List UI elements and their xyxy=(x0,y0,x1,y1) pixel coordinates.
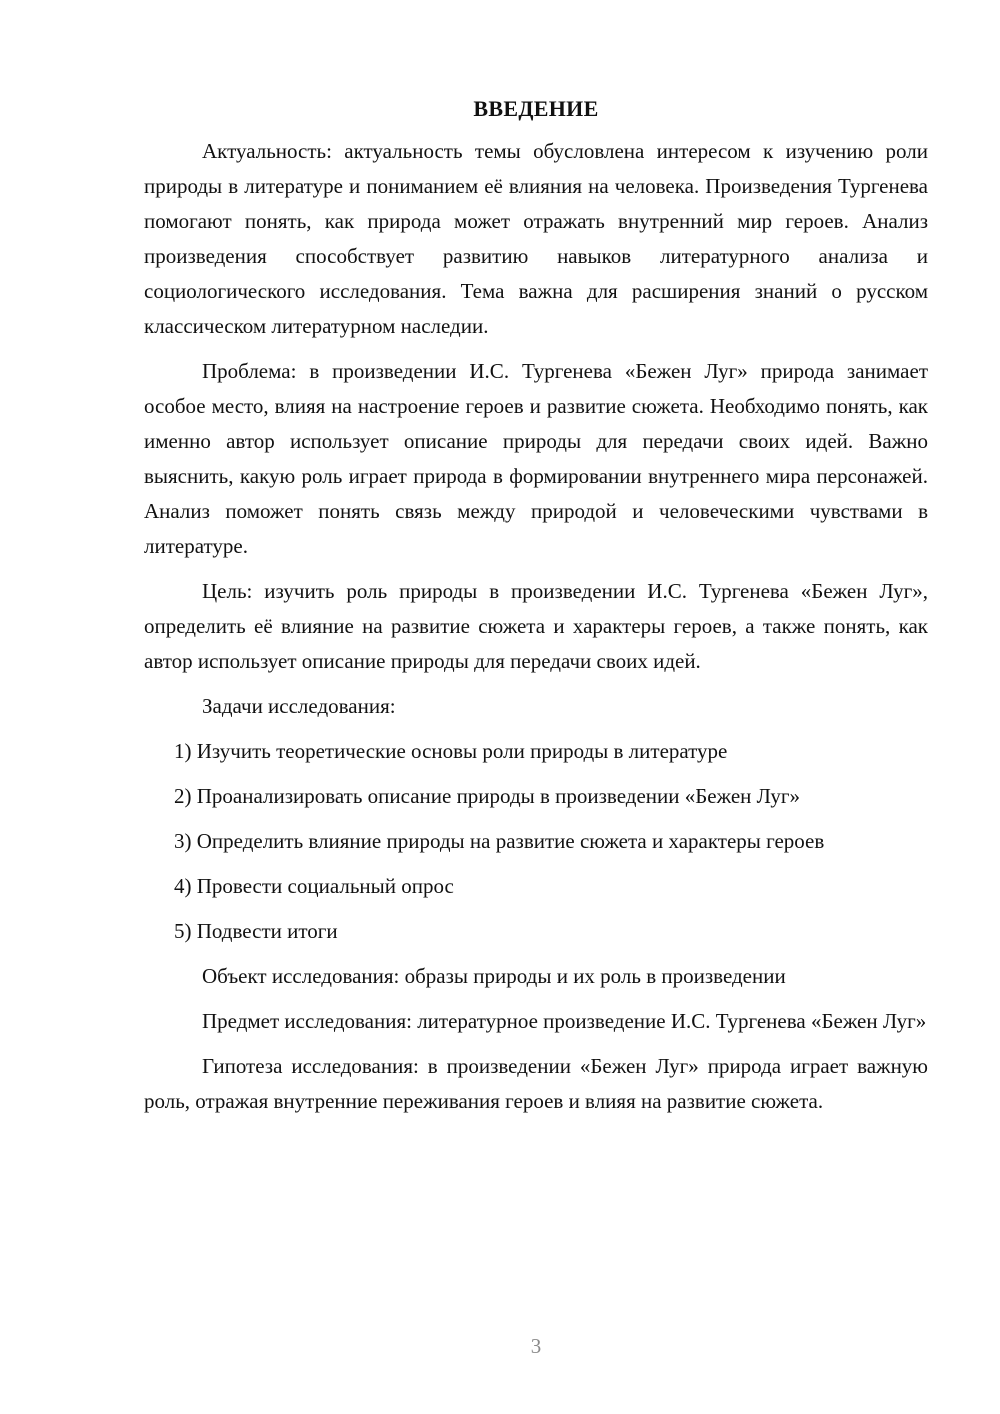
page-number: 3 xyxy=(530,1334,542,1358)
page-content xyxy=(144,94,928,1129)
task-item-4: 4) Провести социальный опрос xyxy=(174,874,454,898)
object-paragraph: Объект исследования: образы природы и их роль в произведении xyxy=(202,964,786,988)
task-item-1: 1) Изучить теоретические основы роли природы в литературе xyxy=(174,739,728,763)
task-item-5: 5) Подвести итоги xyxy=(174,919,338,943)
relevance-paragraph: Актуальность: актуальность темы обусловлена интересом к изучению роли природы в литературе и пониманием её влияния на человека. Произведения Тургенева помогают понять, как природа может отражать внутренний мир героев. Анализ произведения способствует развитию навыков литературного анализа и социологического исследования. Тема важна для расширения знаний о русском классическом литературном наследии. xyxy=(144,139,928,338)
goal-paragraph: Цель: изучить роль природы в произведении И.С. Тургенева «Бежен Луг», определить её влияние на развитие сюжета и характеры героев, а также понять, как автор использует описание природы для передачи своих идей. xyxy=(144,579,928,673)
page-title: ВВЕДЕНИЕ xyxy=(473,96,599,121)
hypothesis-paragraph: Гипотеза исследования: в произведении «Бежен Луг» природа играет важную роль, отражая внутренние переживания героев и влияя на развитие сюжета. xyxy=(144,1054,928,1113)
task-item-3: 3) Определить влияние природы на развитие сюжета и характеры героев xyxy=(174,829,825,853)
tasks-heading: Задачи исследования: xyxy=(202,694,396,718)
problem-paragraph: Проблема: в произведении И.С. Тургенева «Бежен Луг» природа занимает особое место, влияя на настроение героев и развитие сюжета. Необходимо понять, как именно автор использует описание природы для передачи своих идей. Важно выяснить, какую роль играет природа в формировании внутреннего мира персонажей. Анализ поможет понять связь между природой и человеческими чувствами в литературе. xyxy=(144,359,928,558)
subject-paragraph: Предмет исследования: литературное произведение И.С. Тургенева «Бежен Луг» xyxy=(202,1009,927,1033)
task-item-2: 2) Проанализировать описание природы в произведении «Бежен Луг» xyxy=(174,784,800,808)
